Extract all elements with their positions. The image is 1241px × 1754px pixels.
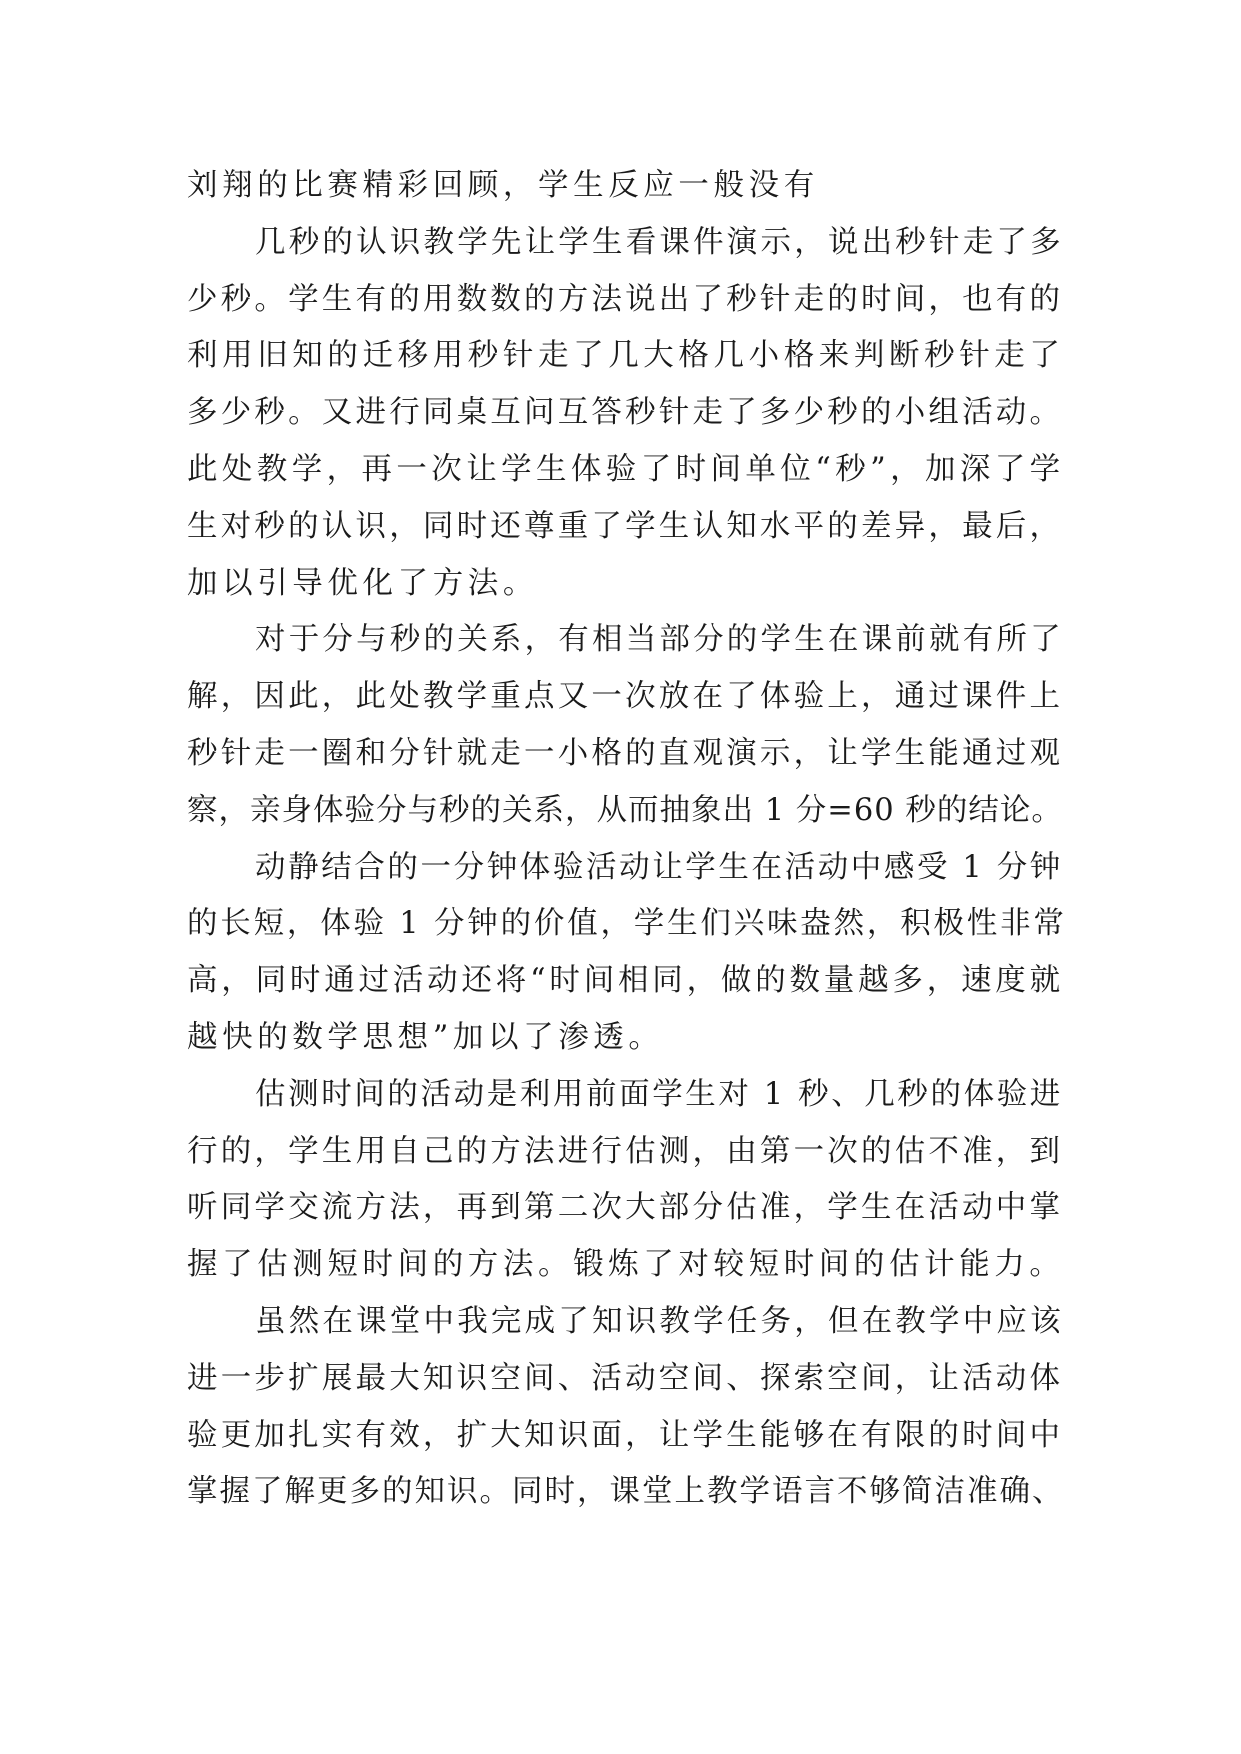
- text-line: 对于分与秒的关系，有相当部分的学生在课前就有所了: [255, 622, 1064, 658]
- document-body: [187, 158, 1067, 1521]
- text-line: 多少秒。又进行同桌互问互答秒针走了多少秒的小组活动。: [187, 395, 1064, 431]
- text-line: 高，同时通过活动还将“时间相同，做的数量越多，速度就: [187, 963, 1064, 999]
- text-line: 察，亲身体验分与秒的关系，从而抽象出 1 分=60 秒的结论。: [187, 792, 1063, 828]
- text-line: 估测时间的活动是利用前面学生对 1 秒、几秒的体验进: [255, 1076, 1063, 1112]
- text-line: 听同学交流方法，再到第二次大部分估准，学生在活动中掌: [187, 1190, 1064, 1226]
- text-line: 动静结合的一分钟体验活动让学生在活动中感受 1 分钟: [255, 849, 1063, 885]
- text-line: 掌握了解更多的知识。同时，课堂上教学语言不够简洁准确、: [187, 1474, 1065, 1510]
- text-line: 虽然在课堂中我完成了知识教学任务，但在教学中应该: [255, 1303, 1064, 1339]
- text-line: 握了估测短时间的方法。锻炼了对较短时间的估计能力。: [187, 1247, 1065, 1283]
- text-line: 刘翔的比赛精彩回顾，学生反应一般没有: [187, 168, 819, 203]
- text-line: 几秒的认识教学先让学生看课件演示，说出秒针走了多: [255, 224, 1064, 260]
- text-line: 进一步扩展最大知识空间、活动空间、探索空间，让活动体: [187, 1360, 1064, 1396]
- text-line: 此处教学，再一次让学生体验了时间单位“秒”，加深了学: [187, 451, 1065, 487]
- text-line: 验更加扎实有效，扩大知识面，让学生能够在有限的时间中: [187, 1417, 1064, 1453]
- text-line: 利用旧知的迁移用秒针走了几大格几小格来判断秒针走了: [187, 338, 1065, 374]
- text-line: 生对秒的认识，同时还尊重了学生认知水平的差异，最后，: [187, 508, 1064, 544]
- text-line: 行的，学生用自己的方法进行估测，由第一次的估不准，到: [187, 1133, 1064, 1169]
- text-line: 越快的数学思想”加以了渗透。: [187, 1019, 664, 1055]
- text-line: 加以引导优化了方法。: [187, 565, 538, 601]
- text-line: 的长短，体验 1 分钟的价值，学生们兴味盎然，积极性非常: [187, 906, 1067, 942]
- text-line: 秒针走一圈和分针就走一小格的直观演示，让学生能通过观: [187, 735, 1064, 771]
- text-line: 少秒。学生有的用数数的方法说出了秒针走的时间，也有的: [187, 281, 1064, 317]
- text-line: 解，因此，此处教学重点又一次放在了体验上，通过课件上: [187, 679, 1064, 715]
